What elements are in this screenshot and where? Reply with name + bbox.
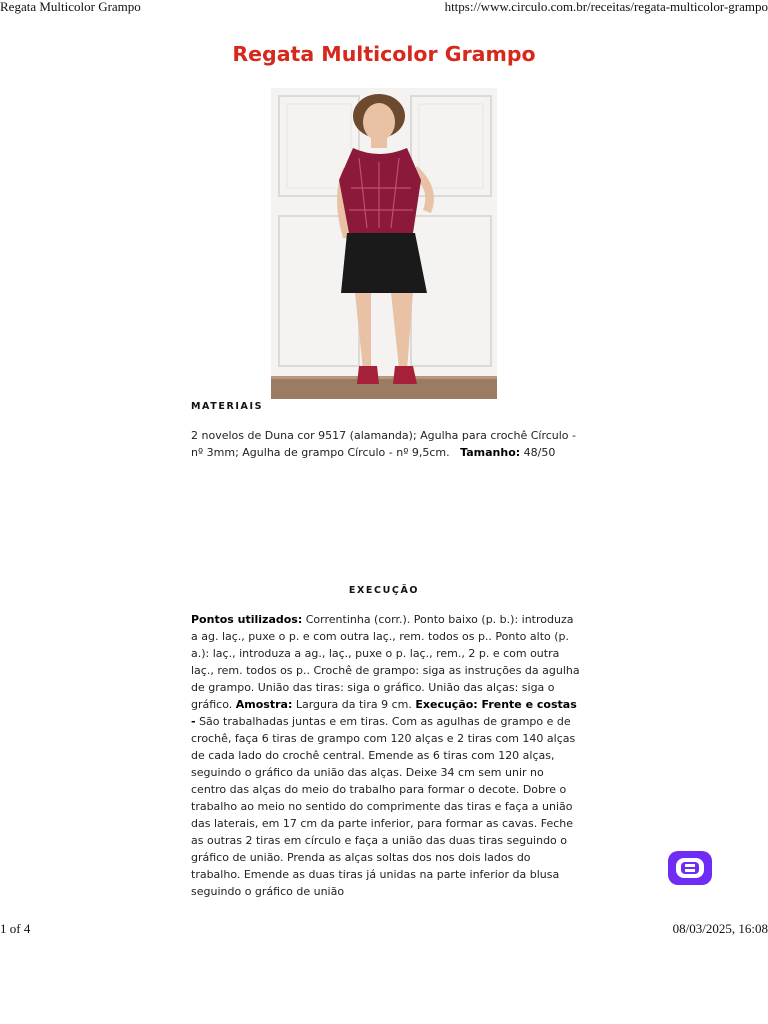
print-header-title: Regata Multicolor Grampo	[0, 0, 141, 14]
hero-image	[271, 88, 497, 399]
sample-label: Amostra:	[235, 698, 293, 711]
stitches-label: Pontos utilizados:	[191, 613, 303, 626]
page-counter: 1 of 4	[0, 921, 31, 936]
size-label: Tamanho:	[460, 446, 521, 459]
materials-list: 2 novelos de Duna cor 9517 (alamanda); Agulha para crochê Círculo - nº 3mm; Agulha de grampo Círculo - nº 9,5cm.	[191, 429, 577, 459]
execution-text	[191, 611, 581, 900]
chat-widget-button[interactable]	[668, 851, 712, 885]
chat-bubble-icon	[668, 851, 712, 885]
size-value: 48/50	[523, 446, 556, 459]
print-header	[0, 0, 768, 15]
page-title: Regata Multicolor Grampo	[232, 42, 536, 66]
print-datetime: 08/03/2025, 16:08	[672, 921, 768, 936]
front-back-label: Execução: Frente e costas -	[191, 698, 577, 728]
stitches-text: Correntinha (corr.). Ponto baixo (p. b.): introduza a ag. laç., puxe o p. e com outra laç., rem. todos os p.. Ponto alto (p. a.): laç., introduza a ag., laç., puxe o p. laç., rem., 2 p. e com outra laç., rem. todos os p.. Crochê de grampo: siga as instruções da agulha de grampo. União das tiras: siga o gráfico. União das alças: siga o gráfico.	[191, 613, 580, 711]
front-back-text: São trabalhadas juntas e em tiras. Com as agulhas de grampo e de crochê, faça 6 tiras de grampo com 120 alças e 2 tiras com 140 alças de cada lado do crochê central. Emende as 6 tiras com 120 alças, seguindo o gráfico da união das alças. Deixe 34 cm sem unir no centro das alças do meio do trabalho para formar o decote. Dobre o trabalho ao meio no sentido do comprimente das tiras e faça a união das laterais, em 17 cm da parte inferior, para formar as cavas. Feche as outras 2 tiras em círculo e faça a união das duas tiras seguindo o gráfico de união. Prenda as alças soltas dos nos dois lados do trabalho. Emende as duas tiras já unidas na parte inferior da blusa seguindo o gráfico de união	[191, 715, 576, 898]
materials-heading: MATERIAIS	[191, 401, 264, 412]
print-header-url[interactable]: https://www.circulo.com.br/receitas/regata-multicolor-grampo	[444, 0, 768, 14]
sample-text: Largura da tira 9 cm.	[295, 698, 412, 711]
execution-heading: EXECUÇÃO	[348, 585, 420, 596]
print-footer	[0, 921, 768, 937]
materials-text	[191, 427, 581, 461]
